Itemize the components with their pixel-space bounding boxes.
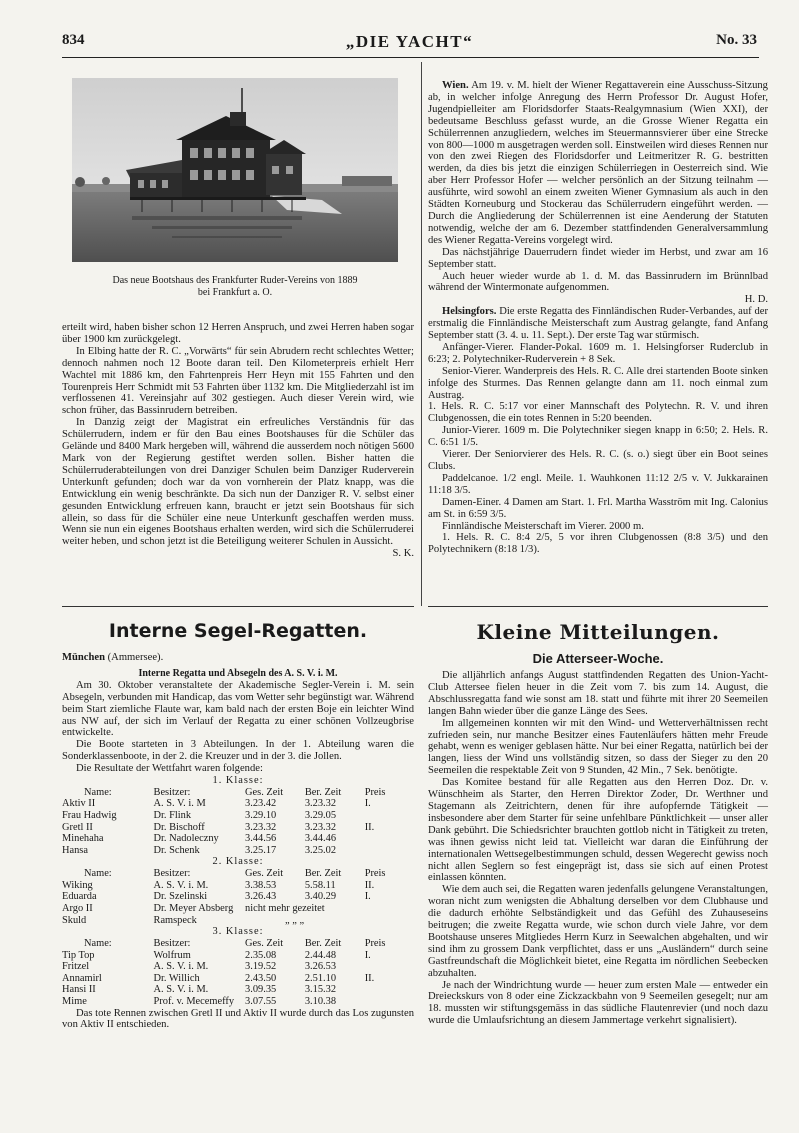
table-cell: II. (364, 821, 375, 833)
race-result: Vierer. Der Seniorvierer des Hels. R. C. (s. o.) siegt über ein Boot seines Clubs. (428, 449, 768, 472)
table-cell: 3.23.42 (245, 798, 277, 810)
table-cell: 2.44.48 (304, 949, 337, 961)
race-result: Anfänger-Vierer. Flander-Pokal. 1609 m. 1. Helsingforser Ruderclub in 6:23; 2. Polytechniker-Ruderverein + 8 Sek. (428, 341, 768, 365)
place-heading: Wien. (442, 80, 469, 91)
table-cell: Besitzer: (153, 937, 191, 949)
table-cell (365, 961, 414, 973)
race-result: Senior-Vierer. Wanderpreis des Hels. R. C. Alle drei startenden Boote sinken infolge des Sturmes. Das Rennen gelangte dann am 11. noch einmal zum Austrag. (428, 365, 768, 401)
column-header: Name: (84, 786, 112, 798)
table-cell (365, 845, 414, 857)
paragraph: Die erste Regatta des Finnländischen Ruder-Verbandes, auf der erstmalig die Finnländische Meisterschaft zum Austrag gelangte, fand Anfang September statt (3. 4. u. 11. Sept.). Der erste Tag war stürmisch. (428, 306, 768, 342)
table-cell: 3.07.55 (245, 995, 277, 1007)
table-cell: 3.38.53 (245, 879, 277, 891)
table-cell: Ber. Zeit (304, 937, 342, 949)
paragraph: Die Boote starteten in 3 Abteilungen. In der 1. Abteilung waren die Sonderklassenboote, in der 2. die Kreuzer und in der 3. die Jollen. (62, 739, 414, 763)
table-cell: nicht mehr gezeitet (245, 903, 325, 914)
section-rule-right (428, 606, 768, 607)
table-cell: 3.26.43 (245, 891, 277, 903)
table-cell: Dr. Nadoleczny (153, 833, 219, 845)
paragraph: Das Komitee bestand für alle Regatten aus den Herren Doz. Dr. v. Wünschheim als Starter, den Herren Direktor Zoder, Dr. Werthner und Stagemann als Zeitrichtern, denen für ihre aufopfernde Tätigkeit — insbesondere aber dem Starter für seine unfehlbare Pünktlichkeit — unser aller Dank gebührt. Die Schiedsrichter brauchten gottlob nicht in Tätigkeit zu treten, was ihnen gewiss nicht leid tat. Vielleicht war daran die Einführung der internationalen Wettsegelbestimmungen schuld, dessen Wegerecht gewiss noch nicht allen Seglern so fest eingeprägt ist, dass sie sich auf einen Protest einlassen könnten. (428, 777, 768, 884)
page-header (62, 32, 757, 56)
table-header-row (62, 787, 414, 799)
table-cell (365, 810, 414, 822)
column-divider (421, 62, 422, 606)
table-row (62, 845, 414, 857)
table-cell: 2.35.08 (245, 949, 277, 961)
table-cell: A. S. V. i. M (153, 798, 206, 810)
table-cell: I. (364, 891, 371, 903)
paragraph: Das tote Rennen zwischen Gretl II und Aktiv II wurde durch das Los zugunsten von Aktiv II entschieden. (62, 1007, 414, 1031)
table-cell: „ „ „ (285, 914, 305, 926)
paragraph: In Danzig zeigt der Magistrat ein erfreuliches Verständnis für das Schülerrudern, indem er für den Bau eines Bootshauses für die Schüler das Gelände und 8400 Mark hergeben will, während die ausserdem noch nötigen 5600 Mark von der Regierung gestiftet werden sollen. Bisher hatten die Schülerruderabteilungen von drei Danziger Schulen beim Danziger Ruderverein Unterkunft gefunden; doch war da von vornherein der Platz knapp, was die Entwicklung ein wenig beschränkte. Da sich nun der Danziger R. V. selbst einer gesunden Entwicklung erfreuen kann, braucht er jetzt sein Bootshaus für sich allein, so dass für die Schüler eine neue Unterkunft geschaffen werden muss. Wenn sie nun ein eigenes Bootshaus erhalten werden, wird sich die Schülerruderei weiter heben, und schon jetzt ist die Beteiligung weiterer Schulen in Aussicht. (62, 417, 414, 548)
table-header-row (62, 868, 414, 880)
table-header-row (62, 938, 414, 950)
table-cell: Wolfrum (153, 949, 191, 961)
signature: S. K. (392, 548, 414, 560)
left-upper-article (62, 322, 414, 560)
table-cell: A. S. V. i. M. (153, 984, 209, 996)
table-cell: 3.25.02 (304, 844, 337, 856)
race-result: 1. Hels. R. C. 8:4 2/5, 5 vor ihren Clubgenossen (8:8 3/5) und den Polytechnikern (8:18 1/3). (428, 532, 768, 556)
table-row (62, 903, 414, 915)
caption-line-2: bei Frankfurt a. O. (197, 287, 273, 298)
table-cell: Hansa (62, 844, 88, 856)
article-title-atterseewoche: Die Atterseer-Woche. (532, 651, 664, 666)
table-cell: Eduarda (62, 891, 97, 903)
table-cell: Wiking (62, 879, 93, 891)
table-cell: Ges. Zeit (245, 868, 284, 880)
race-result: Finnländische Meisterschaft im Vierer. 2000 m. (442, 520, 644, 532)
table-cell: Fritzel (62, 961, 90, 973)
paragraph: Die alljährlich anfangs August stattfindenden Regatten des Union-Yacht-Club Attersee fielen heuer in die Zeit vom 7. bis zum 14. August, die Abschlussregatta fand wie sonst am 18. statt und führte mit ihrer 20 Seemeilen langen Bahn wieder über die ganze Länge des Sees. (428, 670, 768, 717)
table-cell: 3.23.32 (245, 821, 277, 833)
table-cell: 3.23.32 (304, 821, 337, 833)
table-cell: II. (364, 879, 375, 891)
paragraph: Je nach der Windrichtung wurde — heuer zum ersten Male — entweder ein Dreieckskurs von 8 oder eine Zickzackbahn von 9 Seemeilen gesegelt; nur am 18. mussten wir stiftungsgemäss in das südliche Flautenrevier (und noch dazu wurde die Umlaufsrichtung an diesem Jammertage verkehrt signalisiert). (428, 979, 768, 1027)
table-row (62, 996, 414, 1008)
table-cell: 3.19.52 (245, 961, 277, 973)
boathouse-photo (72, 78, 398, 262)
table-cell: 3.44.46 (304, 833, 337, 845)
table-row (62, 915, 414, 927)
section-rule-left (62, 606, 414, 607)
table-cell: 3.29.05 (304, 810, 337, 822)
column-header: Besitzer: (153, 786, 191, 798)
table-cell: 3.15.32 (304, 984, 337, 996)
results-table-class-1 (62, 787, 414, 857)
table-cell: II. (364, 972, 375, 984)
table-cell: Name: (84, 937, 112, 949)
atterseewoche-article (428, 670, 768, 1027)
paragraph: In Elbing hatte der R. C. „Vorwärts“ für sein Abrudern recht schlechtes Wetter; dennoch nahmen noch 12 Boote daran teil. Den Kilometerpreis erhielt Herr Wachtel mit 1886 km, den Fahrtenpreis Herr Heyn mit 155 Fahrten und den Tourenpreis Herr Schmidt mit 53 Fahrten über 1132 km. Die Mitgliederzahl ist im verflossenen 41. Vereinsjahr auf 302 gestiegen. Auch dieser Verein wird, wie schon früher, das Bassinrudern betreiben. (62, 345, 414, 417)
table-cell: Ges. Zeit (245, 937, 284, 949)
header-rule (62, 57, 759, 58)
table-cell: Dr. Willich (153, 972, 200, 984)
table-cell: 3.23.32 (304, 798, 337, 810)
column-header: Ges. Zeit (245, 786, 284, 798)
section-title-kleine-mitteilungen: Kleine Mitteilungen. (476, 620, 720, 644)
table-cell: Dr. Szelinski (153, 891, 208, 903)
table-cell: Annamirl (62, 972, 102, 984)
caption-line-1: Das neue Bootshaus des Frankfurter Ruder-Vereins von 1889 (112, 275, 358, 286)
place-heading: Helsingfors. (442, 306, 497, 318)
table-cell: Prof. v. Mecemeffy (153, 995, 235, 1007)
paragraph: Im allgemeinen konnten wir mit den Wind- und Wetterverhältnissen recht zufrieden sein, nur manche Besitzer eines Fautenläufers hätten mehr Freude gehabt, wenn es weniger geblasen hätte. Nur bei einer Regatta, natürlich bei der langen, liess der Wind uns vollständig sitzen, so dass der Sieger zu den 20 Seemeilen die respektable Zeit von 9 Stunden, 42 Min., 7 Sek. benötigte. (428, 717, 768, 777)
table-row (62, 880, 414, 892)
table-cell: Preis (364, 868, 386, 880)
table-cell: 5.58.11 (304, 879, 336, 891)
table-cell (365, 903, 414, 915)
table-cell: Tip Top (62, 949, 95, 961)
table-cell: Dr. Schenk (153, 844, 200, 856)
table-row (62, 798, 414, 810)
table-cell: Mime (62, 995, 87, 1007)
paragraph: Das nächstjährige Dauerrudern findet wieder im Herbst, und zwar am 16 September statt. (428, 246, 768, 270)
class-heading: 3. Klasse: (212, 926, 264, 938)
table-cell: Hansi II (62, 984, 96, 996)
table-cell: I. (364, 798, 371, 810)
table-cell: I. (364, 949, 371, 961)
boathouse-illustration (72, 78, 398, 262)
section-title-segel-regatten: Interne Segel-Regatten. (108, 620, 368, 642)
table-row (62, 833, 414, 845)
table-cell: 3.26.53 (304, 961, 337, 973)
table-row (62, 961, 414, 973)
table-cell: Besitzer: (153, 868, 191, 880)
table-cell: 3.10.38 (304, 995, 337, 1007)
table-cell: 3.29.10 (245, 810, 277, 822)
race-result: Junior-Vierer. 1609 m. Die Polytechniker siegen knapp in 6:50; 2. Hels. R. C. 6:51 1/5. (428, 425, 768, 449)
table-cell: Ramspeck (153, 914, 197, 926)
table-row (62, 810, 414, 822)
table-cell: 3.09.35 (245, 984, 277, 996)
table-row (62, 822, 414, 834)
segel-regatten-article (62, 652, 414, 1031)
class-heading: 1. Klasse: (212, 775, 264, 787)
paragraph: Am 30. Oktober veranstaltete der Akademische Segler-Verein i. M. sein Absegeln, verbunden mit Handicap, das vom Wetter sehr begünstigt war. Während beim Start ziemliche Flaute war, kam bald nach der ersten Boje ein leichter Wind aus NW auf, der sich im Verlauf der Regatta zu einer schönen Vollzeugbrise entwickelte. (62, 679, 414, 739)
table-cell: Aktiv II (62, 798, 96, 810)
place-heading: München (62, 652, 105, 663)
table-cell: 2.51.10 (304, 972, 337, 984)
table-cell: Dr. Meyer Absberg (153, 903, 234, 914)
paragraph: erteilt wird, haben bisher schon 12 Herren Anspruch, und zwei Herren haben sogar über 1900 km zurückgelegt. (62, 322, 414, 345)
place-subheading: (Ammersee). (107, 652, 164, 663)
table-cell: 3.44.56 (245, 833, 277, 845)
table-cell: 3.25.17 (245, 844, 277, 856)
table-cell: Name: (84, 868, 112, 880)
class-heading: 2. Klasse: (212, 856, 264, 868)
results-table-class-2 (62, 868, 414, 926)
table-cell: Dr. Bischoff (153, 821, 205, 833)
race-result: 1. Hels. R. C. 5:17 vor einer Mannschaft des Polytechn. R. V. und ihren Clubgenossen, die ein totes Rennen in 5:20 beenden. (428, 401, 768, 425)
table-row (62, 973, 414, 985)
race-result: Paddelcanoe. 1/2 engl. Meile. 1. Wauhkonen 11:12 2/5 v. V. Jukkarainen 11:18 3/5. (428, 472, 768, 496)
table-cell (365, 915, 414, 927)
table-cell (365, 996, 414, 1008)
table-cell (365, 984, 414, 996)
column-header: Preis (364, 786, 386, 798)
table-cell: Frau Hadwig (62, 810, 117, 822)
paragraph: Wie dem auch sei, die Regatten waren jedenfalls gelungene Veranstaltungen, woran nicht zum wenigsten die Abhaltung derselben vor dem Clubhause und die dadurch erhöhte Selbständigkeit und das Gefühl des Zuhauseseins beitrugen; die zweite Regatta wurde, wie schon durch viele Jahre, vor dem Bootshause unseres Mitgliedes Herrn Kurz in Seewalchen abgehalten, und wir sind ihm zu grossem Dank verpflichtet, dass er uns „Ausländern“ durch seine Gastfreundschaft die Möglichkeit bietet, eine Regatta im nördlichen Seebecken abzuhalten. (428, 884, 768, 979)
table-row (62, 984, 414, 996)
table-cell: A. S. V. i. M. (153, 879, 209, 891)
table-cell: Dr. Flink (153, 810, 192, 822)
paragraph: Am 19. v. M. hielt der Wiener Regattaverein eine Ausschuss-Sitzung ab, in welcher infolge Anregung des Herrn Professor Dr. August Hofer, Jugendpielleiter am Floridsdorfer Staats-Realgymnasium (Wien XXI), der bedeutsame Beschluss gefasst wurde, an die Grosse Wiener Regatta ein Schülerrennen anzugliedern, welches im Steuermannsvierer über eine Strecke von 800—1000 m ausgetragen werden soll. Einstweilen wird dieses Rennen nur von den zwei Riegen des Floridsdorfer und Leitmeritzer R. G. bestritten werden, da dies bis jetzt die einzigen Schülerriegen in Oesterreich sind. Wie aber Herr Professor Hofer — welcher persönlich an der Sitzung teilnahm — ausführte, wird sowohl an einem zweiten Wiener Gymnasium als auch in den Städten Korneuburg und Stockerau das Schülerrudern eingeführt werden. — Durch die Angliederung der Schülerrennen ist eine Aenderung der Statuten notwendig, welche der am 6. Dezember stattfindenden Generalversammlung des Wiener Regatta-Vereins vorgelegt wird. (428, 80, 768, 246)
table-cell: Preis (364, 937, 386, 949)
paragraph: Die Resultate der Wettfahrt waren folgende: (76, 763, 263, 775)
column-header: Ber. Zeit (304, 786, 342, 798)
table-cell: Ber. Zeit (304, 868, 342, 880)
table-row (62, 950, 414, 962)
table-cell: Minehaha (62, 833, 104, 845)
magazine-title: „DIE YACHT“ (345, 32, 474, 51)
right-upper-article (428, 80, 768, 556)
table-cell: Gretl II (62, 821, 93, 833)
race-result: Damen-Einer. 4 Damen am Start. 1. Frl. Martha Wasström mit Ing. Calonius am St. in 6:59 3/5. (428, 496, 768, 520)
table-cell: A. S. V. i. M. (153, 961, 209, 973)
table-cell (365, 833, 414, 845)
signature: H. D. (744, 294, 768, 306)
photo-caption (72, 275, 398, 299)
article-subheading: Interne Regatta und Absegeln des A. S. V. i. M. (138, 667, 338, 679)
table-cell: 2.43.50 (245, 972, 277, 984)
table-cell: 3.40.29 (304, 891, 337, 903)
table-cell: Skuld (62, 914, 87, 926)
table-row (62, 891, 414, 903)
issue-number: No. 33 (716, 32, 757, 48)
paragraph: Auch heuer wieder wurde ab 1. d. M. das Bassinrudern im Brünnlbad während der Wintermonate aufgenommen. (428, 270, 768, 294)
results-table-class-3 (62, 938, 414, 1008)
table-cell: Argo II (62, 903, 93, 914)
page-number: 834 (62, 32, 85, 48)
